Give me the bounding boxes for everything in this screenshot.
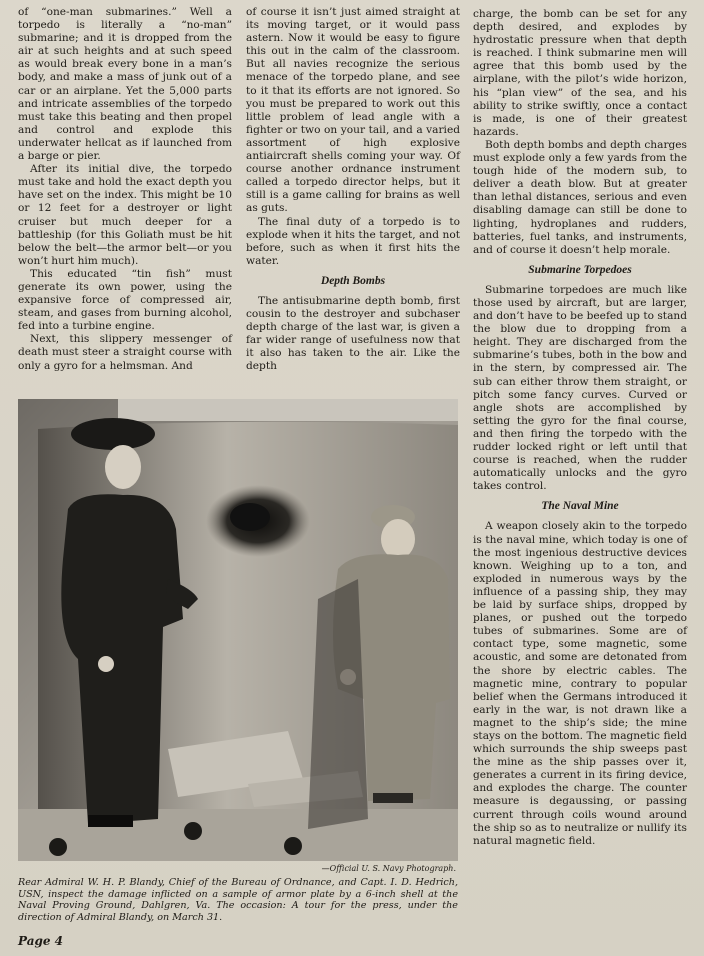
paragraph: charge, the bomb can be set for any depth desired, and explodes by hydrostatic pressure when that depth is reached. I think submarine men will agree that this bomb used by the airplane, with the pilot’s wide horizon, his “plan view” of the sea, and his ability to strike swiftly, once a contact is made, is one of their greatest hazards. xyxy=(473,8,687,138)
paragraph: A weapon closely akin to the torpedo is the naval mine, which today is one of the most ingenious destructive devices known. Weighing up to a ton, and exploded in numerous ways by the influence of a passing ship, they may be laid by surface ships, dropped by planes, or pushed out the torpedo tubes of submarines. Some are of contact type, some magnetic, some acoustic, and some are detonated from the shore by electric cables. The magnetic mine, contrary to popular belief when the Germans introduced it early in the war, is not drawn like a magnet to the ship’s side; the mine stays on the bottom. The magnetic field which surrounds the ship sweeps past the mine as the ship passes over it, generates a current in its firing device, and explodes the charge. The counter measure is degaussing, or passing current through coils wound around the ship so as to neutralize or nullify its natural magnetic field. xyxy=(473,520,687,847)
section-heading-depth-bombs: Depth Bombs xyxy=(320,274,386,287)
column-3 xyxy=(473,8,687,848)
paragraph: The antisubmarine depth bomb, first cousin to the destroyer and subchaser depth charge of the last war, is given a far wider range of usefulness now that it also has taken to the air. Like the depth xyxy=(246,294,460,373)
paragraph: After its initial dive, the torpedo must take and hold the exact depth you have set on the index. This might be 10 or 12 feet for a destroyer or light cruiser but much deeper for a battleship (for this Goliath must be hit below the belt—the armor belt—or you won’t hurt him much). xyxy=(18,163,232,267)
paragraph: Next, this slippery messenger of death must steer a straight course with only a gyro for a helmsman. And xyxy=(18,333,232,372)
paragraph: Submarine torpedoes are much like those used by aircraft, but are larger, and don’t have to be beefed up to stand the blow due to dropping from a height. They are discharged from the submarine’s tubes, both in the bow and in the stern, by compressed air. The sub can either throw them straight, or pitch some fancy curves. Curved or angle shots are accomplished by setting the gyro for the final course, and then firing the torpedo with the rudder locked right or left until that course is reached, when the rudder automatically unlocks and the gyro takes control. xyxy=(473,283,687,493)
column-1 xyxy=(18,6,232,373)
paragraph: This educated “tin fish” must generate its own power, using the expansive force of compressed air, steam, and gases from burning alcohol, fed into a turbine engine. xyxy=(18,267,232,333)
paragraph: of course it isn’t just aimed straight at its moving target, or it would pass astern. Now it would be easy to figure this out in the calm of the classroom. But all navies recognize the serious menace of the torpedo plane, and see to it that its efforts are not ignored. So you must be prepared to work out this little problem of lead angle with a fighter or two on your tail, and a varied assortment of high explosive antiaircraft shells coming your way. Of course another ordnance instrument called a torpedo director helps, but it still is a game calling for brains as well as guts. xyxy=(246,6,460,215)
section-heading-submarine-torpedoes: Submarine Torpedoes xyxy=(528,263,632,276)
armor-plate-photograph xyxy=(18,399,458,861)
paragraph: of “one-man submarines.” Well a torpedo is literally a “no-man” submarine; and it is dropped from the air at such heights and at such speed as would break every bone in a man’s body, and make a mass of junk out of a car or an airplane. Yet the 5,000 parts and intricate assemblies of the torpedo must take this beating and then propel and control and explode this underwater hellcat as if launched from a barge or pier. xyxy=(18,6,232,163)
column-2 xyxy=(246,6,460,374)
section-heading-naval-mine: The Naval Mine xyxy=(541,500,619,513)
photo-caption: Rear Admiral W. H. P. Blandy, Chief of the Bureau of Ordnance, and Capt. I. D. Hedrich, USN, inspect the damage inflicted on a sample of armor plate by a 6-inch shell at the Naval Proving Ground, Dahlgren, Va. The occasion: A tour for the press, under the direction of Admiral Blandy, on March 31. xyxy=(18,877,458,923)
paragraph: The final duty of a torpedo is to explode when it hits the target, and not before, such as when it first hits the water. xyxy=(246,215,460,267)
paragraph: Both depth bombs and depth charges must explode only a few yards from the tough hide of the modern sub, to deliver a death blow. But at greater than lethal distances, serious and even disabling damage can still be done to lighting, hydroplanes and rudders, batteries, fuel tanks, and instruments, and of course it doesn’t help morale. xyxy=(473,138,687,256)
page-number: Page 4 xyxy=(18,934,64,948)
photo-credit: —Official U. S. Navy Photograph. xyxy=(321,864,456,873)
